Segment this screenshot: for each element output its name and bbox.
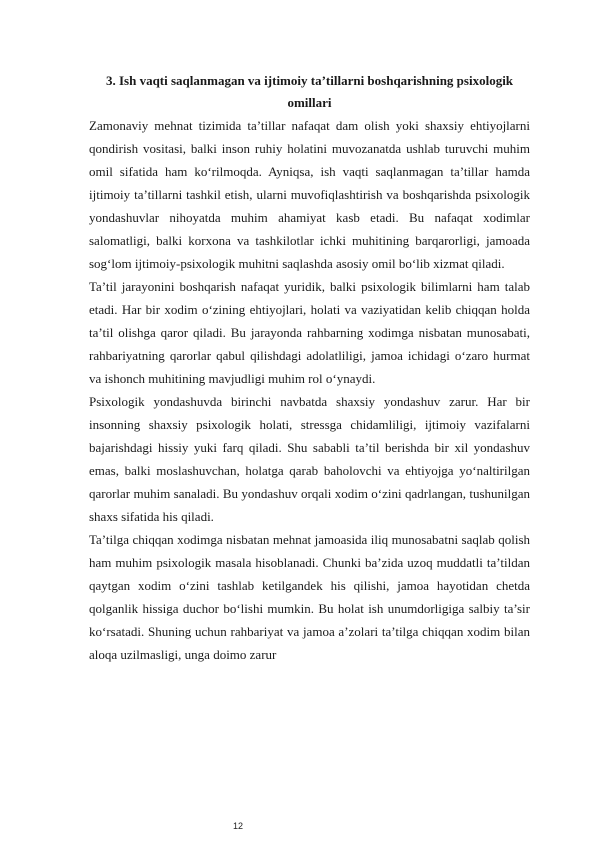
paragraph-3: Psixologik yondashuvda birinchi navbatda shaxsiy yondashuv zarur. Har bir insonning shaxsiy psixologik holati, stressga chidamliligi, ijtimoiy vazifalarni bajarishdagi hissiy yuki farq qiladi. Shu sababli ta’til berishda bir xil yondashuv emas, balki moslashuvchan, holatga qarab baholovchi va ehtiyojga yo‘naltirilgan qarorlar muhim sanaladi. Bu yondashuv orqali xodim o‘zini qadrlangan, tushunilgan shaxs sifatida his qiladi. xyxy=(89,394,530,524)
section-heading: 3. Ish vaqti saqlanmagan va ijtimoiy ta’tillarni boshqarishning psixologik omillari xyxy=(105,73,514,110)
paragraph-4: Ta’tilga chiqqan xodimga nisbatan mehnat jamoasida iliq munosabatni saqlab qolish ham muhim psixologik masala hisoblanadi. Chunki ba’zida uzoq muddatli ta’tildan qaytgan xodim o‘zini tashlab ketilgandek his qilishi, jamoa hayotidan chetda qolganlik hissiga duchor bo‘lishi mumkin. Bu holat ish unumdorligiga salbiy ta’sir ko‘rsatadi. Shuning uchun rahbariyat va jamoa a’zolari ta’tilga chiqqan xodim bilan aloqa uzilmasligi, unga doimo zarur xyxy=(89,532,530,662)
page-number: 12 xyxy=(232,821,243,831)
page-content xyxy=(89,70,530,666)
paragraph-1: Zamonaviy mehnat tizimida ta’tillar nafaqat dam olish yoki shaxsiy ehtiyojlarni qondirish vositasi, balki inson ruhiy holatini muvozanatda ushlab turuvchi muhim omil sifatida ham ko‘rilmoqda. Ayniqsa, ish vaqti saqlanmagan ta’tillar hamda ijtimoiy ta’tillarni tashkil etish, ularni muvofiqlashtirish va boshqarishda psixologik yondashuvlar nihoyatda muhim ahamiyat kasb etadi. Bu nafaqat xodimlar salomatligi, balki korxona va tashkilotlar ichki muhitining barqarorligi, jamoada sog‘lom ijtimoiy-psixologik muhitni saqlashda asosiy omil bo‘lib xizmat qiladi. xyxy=(89,118,530,271)
paragraph-2: Ta’til jarayonini boshqarish nafaqat yuridik, balki psixologik bilimlarni ham talab etadi. Har bir xodim o‘zining ehtiyojlari, holati va vaziyatidan kelib chiqqan holda ta’til olishga qaror qiladi. Bu jarayonda rahbarning xodimga nisbatan munosabati, rahbariyatning qarorlar qabul qilishdagi adolatliligi, jamoa ichidagi o‘zaro hurmat va ishonch muhitining mavjudligi muhim rol o‘ynaydi. xyxy=(89,279,530,386)
